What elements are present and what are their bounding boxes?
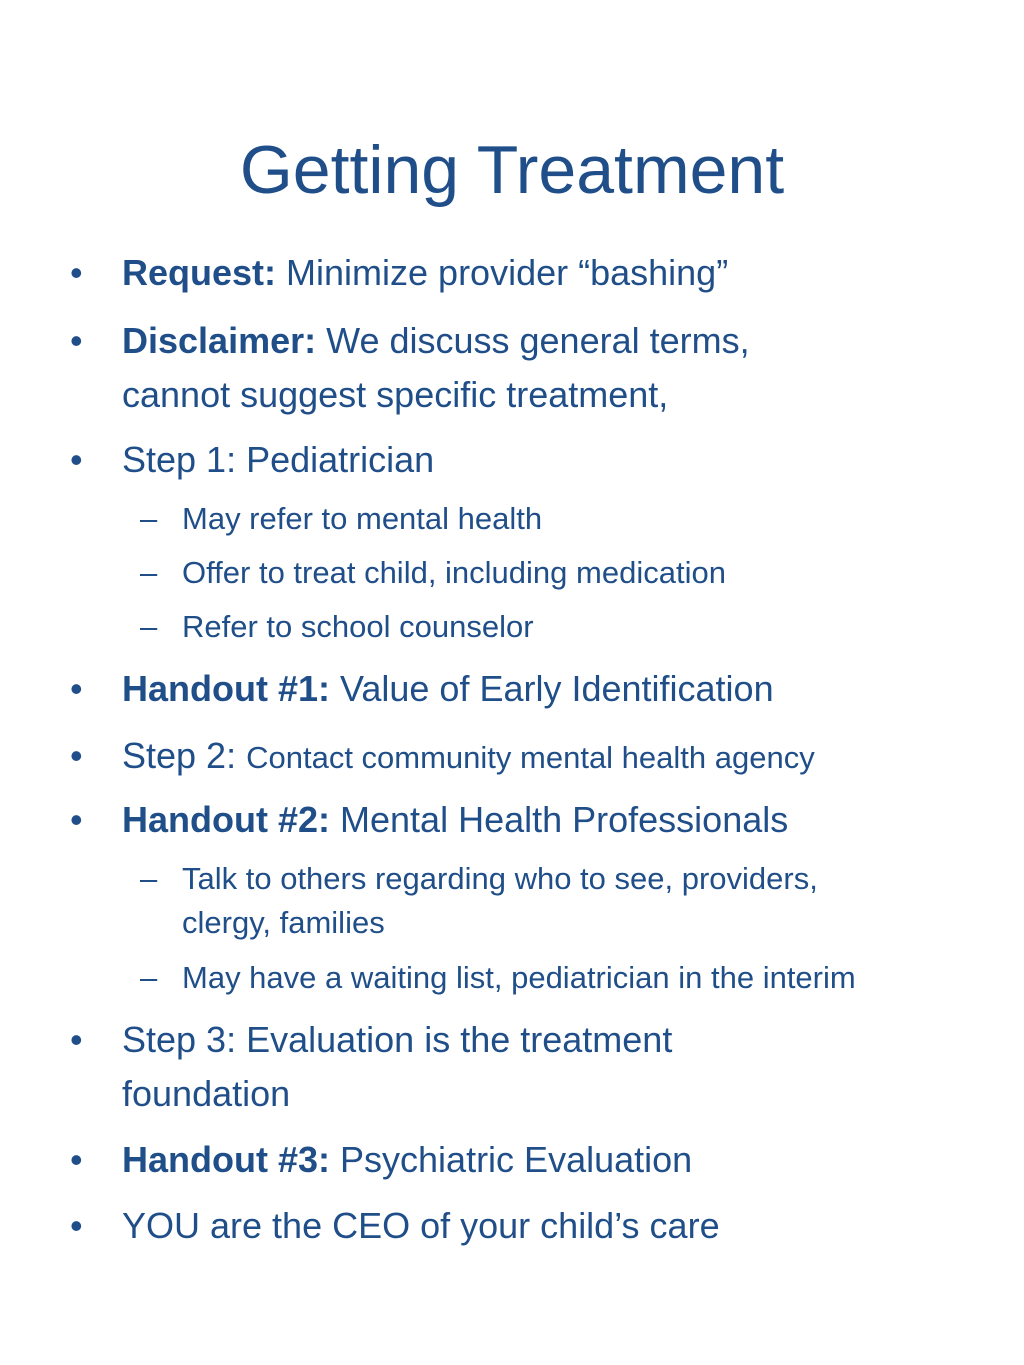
bullet-handout-1 bbox=[122, 662, 774, 715]
bullet-ceo: YOU are the CEO of your child’s care bbox=[122, 1205, 720, 1246]
bullet-marker: • bbox=[70, 320, 83, 361]
bullet-marker: • bbox=[70, 439, 83, 480]
sub-bullet: May have a waiting list, pediatrician in the interim bbox=[182, 960, 856, 995]
dash-marker: – bbox=[140, 555, 158, 590]
slide-title: Getting Treatment bbox=[239, 132, 785, 208]
bullet-bold-label: Handout #2: bbox=[122, 799, 331, 840]
bullet-handout-3 bbox=[122, 1133, 692, 1186]
bullet-marker: • bbox=[70, 668, 83, 709]
sub-bullet: Offer to treat child, including medication bbox=[182, 555, 726, 590]
bullet-step-3: Step 3: Evaluation is the treatment bbox=[122, 1019, 673, 1060]
bullet-disclaimer bbox=[122, 314, 750, 367]
bullet-text: We discuss general terms, bbox=[316, 320, 750, 361]
bullet-continuation: cannot suggest specific treatment, bbox=[122, 374, 669, 415]
bullet-marker: • bbox=[70, 1205, 83, 1246]
bullet-step-2 bbox=[122, 729, 815, 784]
bullet-marker: • bbox=[70, 1019, 83, 1060]
bullet-text: Minimize provider “bashing” bbox=[276, 252, 729, 293]
sub-bullet: May refer to mental health bbox=[182, 501, 543, 536]
bullet-handout-2 bbox=[122, 793, 788, 846]
sub-bullet: Refer to school counselor bbox=[182, 609, 534, 644]
bullet-bold-label: Disclaimer: bbox=[122, 320, 317, 361]
bullet-marker: • bbox=[70, 735, 83, 776]
bullet-marker: • bbox=[70, 799, 83, 840]
bullet-request bbox=[122, 246, 728, 299]
bullet-bold-label: Handout #1: bbox=[122, 668, 331, 709]
dash-marker: – bbox=[140, 861, 158, 896]
bullet-bold-label: Handout #3: bbox=[122, 1139, 331, 1180]
bullet-text: Mental Health Professionals bbox=[330, 799, 789, 840]
bullet-small-text: Contact community mental health agency bbox=[246, 740, 815, 775]
bullet-marker: • bbox=[70, 252, 83, 293]
bullet-continuation: foundation bbox=[122, 1073, 291, 1114]
bullet-text: Step 2: bbox=[122, 735, 247, 776]
dash-marker: – bbox=[140, 501, 158, 536]
bullet-text: Psychiatric Evaluation bbox=[330, 1139, 693, 1180]
sub-bullet-continuation: clergy, families bbox=[182, 905, 385, 940]
bullet-step-1: Step 1: Pediatrician bbox=[122, 439, 435, 480]
dash-marker: – bbox=[140, 609, 158, 644]
sub-bullet: Talk to others regarding who to see, providers, bbox=[182, 861, 818, 896]
dash-marker: – bbox=[140, 960, 158, 995]
bullet-text: Value of Early Identification bbox=[330, 668, 774, 709]
bullet-marker: • bbox=[70, 1139, 83, 1180]
bullet-bold-label: Request: bbox=[122, 252, 277, 293]
